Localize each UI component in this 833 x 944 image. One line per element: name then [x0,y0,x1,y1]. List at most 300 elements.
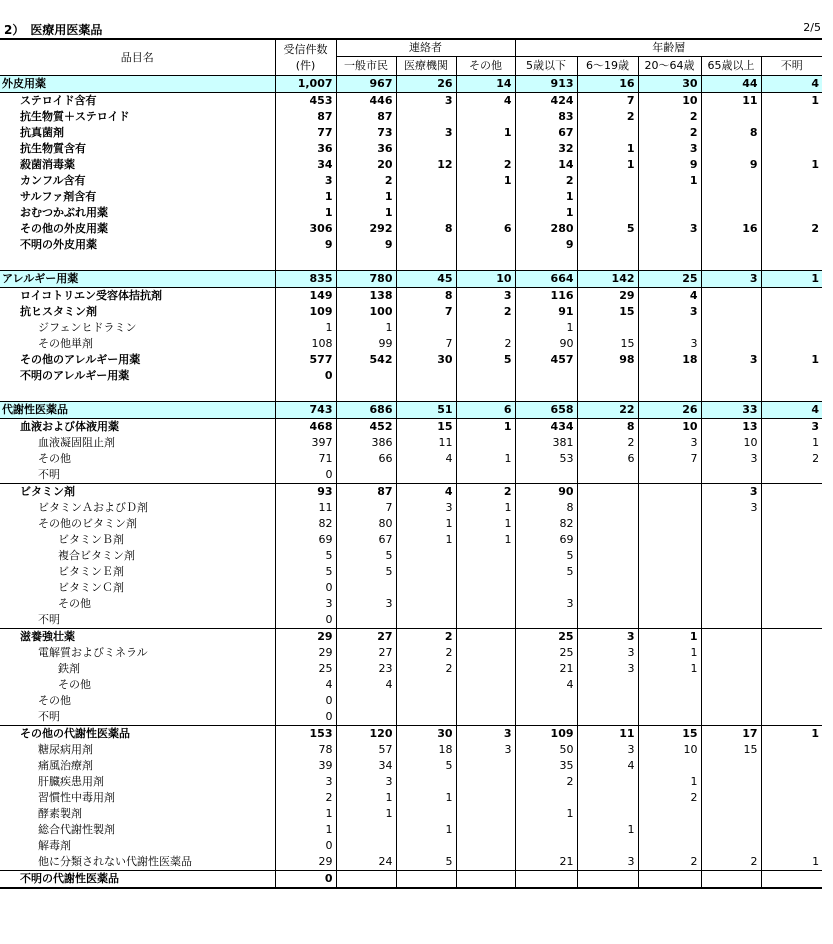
table-row [0,484,822,501]
row-value: 2 [456,304,515,320]
row-value [396,564,456,580]
table-row [0,548,822,564]
row-value: 1 [761,352,822,368]
row-value [456,612,515,629]
row-value: 15 [638,726,701,743]
row-value: 664 [515,271,577,288]
row-value [456,580,515,596]
row-value: 2 [701,854,761,871]
row-name: 血液および体液用薬 [20,420,119,433]
row-value: 3 [336,774,396,790]
row-name: その他 [58,678,91,691]
row-value [577,596,638,612]
row-value: 17 [701,726,761,743]
row-value: 3 [638,336,701,352]
row-value [577,237,638,253]
row-value [577,838,638,854]
row-name: その他 [58,597,91,610]
row-value: 1 [761,854,822,871]
row-value: 27 [336,645,396,661]
row-value [396,774,456,790]
row-value [701,237,761,253]
header-received-unit: (件) [295,58,316,72]
row-value [396,384,456,402]
row-value: 1 [336,806,396,822]
row-value [396,612,456,629]
row-name: 殺菌消毒薬 [20,158,75,171]
row-value [577,709,638,726]
row-name: カンフル含有 [20,174,86,187]
row-value: 5 [515,564,577,580]
row-value [761,532,822,548]
row-value [761,822,822,838]
row-value: 15 [396,419,456,436]
row-value: 2 [761,221,822,237]
row-value: 15 [701,742,761,758]
table-row [0,435,822,451]
row-value: 18 [396,742,456,758]
row-value [638,548,701,564]
row-value [701,320,761,336]
row-value: 13 [701,419,761,436]
table-row [0,304,822,320]
row-value: 1 [456,532,515,548]
row-value: 8 [577,419,638,436]
header-col: 5歳以下 [515,57,577,76]
row-value [701,806,761,822]
row-value [638,205,701,221]
row-name: その他のビタミン剤 [38,517,137,530]
row-value [456,709,515,726]
row-value [456,205,515,221]
row-value: 4 [761,76,822,93]
row-value: 11 [701,93,761,110]
row-value: 29 [275,629,336,646]
row-name: ビタミンＢ剤 [58,533,124,546]
row-value: 0 [275,368,336,384]
row-name: その他のアレルギー用薬 [20,353,141,366]
row-value: 1 [275,822,336,838]
row-value [638,596,701,612]
row-name: 糖尿病用剤 [38,743,93,756]
row-value: 14 [515,157,577,173]
row-value: 1 [396,532,456,548]
section-title: 2） 医療用医薬品 [4,23,103,37]
row-value: 30 [638,76,701,93]
row-value: 3 [577,645,638,661]
row-value [336,822,396,838]
row-value: 57 [336,742,396,758]
row-value [638,484,701,501]
row-value [701,516,761,532]
row-value [515,871,577,889]
row-value [701,467,761,484]
row-value: 280 [515,221,577,237]
row-value [396,320,456,336]
row-value: 11 [396,435,456,451]
row-value: 34 [336,758,396,774]
table-row [0,838,822,854]
row-value: 109 [275,304,336,320]
row-value: 21 [515,854,577,871]
row-value: 69 [275,532,336,548]
row-value: 2 [456,157,515,173]
row-name: アレルギー用薬 [0,271,275,288]
row-value [761,871,822,889]
table-row [0,125,822,141]
row-value [638,467,701,484]
table-row [0,677,822,693]
row-value [577,548,638,564]
row-value [701,774,761,790]
row-value: 67 [515,125,577,141]
category-row [0,271,822,288]
row-value [456,320,515,336]
header-contact: 連絡者 [336,39,515,57]
row-value: 2 [456,336,515,352]
row-value [396,467,456,484]
row-value [396,189,456,205]
row-value: 108 [275,336,336,352]
table-row [0,742,822,758]
row-value: 15 [577,336,638,352]
table-row [0,368,822,384]
row-value: 10 [638,93,701,110]
row-value: 16 [577,76,638,93]
row-value: 3 [638,435,701,451]
row-value: 1 [396,790,456,806]
row-value: 0 [275,467,336,484]
row-value: 8 [515,500,577,516]
row-value: 434 [515,419,577,436]
row-value: 1 [761,271,822,288]
table-row [0,790,822,806]
row-name: 抗ヒスタミン剤 [20,305,97,318]
row-value [638,822,701,838]
row-value: 51 [396,402,456,419]
row-value: 3 [275,173,336,189]
row-value: 2 [638,790,701,806]
row-value [577,532,638,548]
row-value: 2 [515,774,577,790]
row-value [701,645,761,661]
header-col: 20～64歳 [638,57,701,76]
row-value [638,189,701,205]
row-value [701,596,761,612]
row-value: 2 [396,629,456,646]
row-value: 67 [336,532,396,548]
row-value: 3 [577,629,638,646]
table-row [0,221,822,237]
row-value: 1 [638,173,701,189]
row-value: 1 [515,189,577,205]
row-value: 77 [275,125,336,141]
header-received [275,39,336,76]
row-value: 116 [515,288,577,305]
row-value [577,806,638,822]
row-value [456,384,515,402]
row-value: 26 [396,76,456,93]
row-value: 4 [336,677,396,693]
row-value [701,661,761,677]
table-row [0,451,822,467]
row-value [456,629,515,646]
row-value [396,109,456,125]
row-name: サルファ剤含有 [20,190,97,203]
row-value: 78 [275,742,336,758]
row-value: 15 [577,304,638,320]
row-value [515,693,577,709]
row-name: その他 [38,694,71,707]
row-value: 30 [396,352,456,368]
row-value: 6 [456,402,515,419]
row-value [577,320,638,336]
table-row [0,109,822,125]
row-name: その他単剤 [38,337,93,350]
table-row [0,419,822,436]
row-value: 7 [396,336,456,352]
row-value [577,253,638,271]
table-body [0,76,822,889]
row-value [515,838,577,854]
header-age: 年齢層 [515,39,822,57]
row-value: 452 [336,419,396,436]
row-value [456,189,515,205]
row-name: 鉄剤 [58,662,80,675]
row-value [638,612,701,629]
table-row [0,822,822,838]
row-value [701,822,761,838]
row-value: 29 [275,854,336,871]
header-item-name: 品目名 [0,39,275,76]
row-value [761,205,822,221]
row-value: 1 [396,822,456,838]
table-row [0,467,822,484]
row-value [456,677,515,693]
row-value: 1 [275,189,336,205]
header-received-label: 受信件数 [283,42,328,56]
row-value: 26 [638,402,701,419]
row-name: ロイコトリエン受容体拮抗剤 [20,289,163,302]
table-row [0,173,822,189]
row-value [701,253,761,271]
row-value: 66 [336,451,396,467]
row-value: 29 [275,645,336,661]
row-value: 23 [336,661,396,677]
row-value [396,141,456,157]
row-value [396,709,456,726]
row-value: 3 [515,596,577,612]
row-value [336,580,396,596]
row-name: 複合ビタミン剤 [58,549,135,562]
row-value [761,612,822,629]
row-value [456,237,515,253]
row-value [456,467,515,484]
row-value: 1 [456,125,515,141]
row-value: 4 [638,288,701,305]
row-value [396,838,456,854]
table-row [0,645,822,661]
row-value: 3 [456,742,515,758]
row-value: 1 [577,141,638,157]
row-value: 577 [275,352,336,368]
row-value: 3 [456,288,515,305]
row-value: 29 [577,288,638,305]
row-value [701,548,761,564]
row-value [761,336,822,352]
row-value: 2 [638,854,701,871]
row-value: 3 [577,661,638,677]
row-value [761,693,822,709]
table-row [0,854,822,871]
row-value [701,709,761,726]
row-value [701,629,761,646]
row-value: 33 [701,402,761,419]
row-value: 90 [515,484,577,501]
row-name: ステロイド含有 [20,94,97,107]
table-row [0,157,822,173]
row-name [0,253,275,271]
row-value [761,189,822,205]
row-value [456,645,515,661]
row-value [577,484,638,501]
row-value: 20 [336,157,396,173]
row-value [515,368,577,384]
row-value: 3 [638,304,701,320]
row-value: 109 [515,726,577,743]
row-value: 5 [515,548,577,564]
row-value [701,693,761,709]
row-name: 不明の外皮用薬 [20,238,97,251]
row-value: 99 [336,336,396,352]
row-value: 2 [456,484,515,501]
row-value: 2 [275,790,336,806]
table-row [0,320,822,336]
row-value [396,677,456,693]
row-value: 5 [336,564,396,580]
row-value: 453 [275,93,336,110]
row-value: 7 [638,451,701,467]
row-value: 0 [275,838,336,854]
row-value [701,304,761,320]
row-value: 0 [275,580,336,596]
row-value: 5 [275,548,336,564]
table-row [0,516,822,532]
row-value [638,709,701,726]
row-value [456,596,515,612]
row-value [701,173,761,189]
row-value [638,693,701,709]
row-name: 他に分類されない代謝性医薬品 [38,855,192,868]
row-name: 総合代謝性製剤 [38,823,115,836]
row-value [577,564,638,580]
row-name: 抗生物質含有 [20,142,86,155]
row-value: 3 [275,774,336,790]
row-value: 3 [577,742,638,758]
row-value: 36 [275,141,336,157]
table-row [0,806,822,822]
row-value: 1 [275,806,336,822]
row-value: 5 [456,352,515,368]
row-value [638,838,701,854]
row-value: 3 [396,93,456,110]
row-value [456,838,515,854]
row-value: 1 [456,516,515,532]
row-value: 5 [396,758,456,774]
page-number: 2/5 [803,21,821,34]
statistics-table [0,38,822,889]
row-value [336,384,396,402]
row-value [761,758,822,774]
table-row [0,564,822,580]
row-value [456,548,515,564]
table-row [0,871,822,889]
row-value: 3 [701,484,761,501]
row-value [577,467,638,484]
row-name: 解毒剤 [38,839,71,852]
row-value: 1 [336,790,396,806]
row-value: 1 [336,189,396,205]
row-value [396,806,456,822]
row-value: 6 [577,451,638,467]
row-value: 2 [336,173,396,189]
row-value [577,612,638,629]
row-value [638,320,701,336]
row-value [701,758,761,774]
row-value: 457 [515,352,577,368]
row-value [701,384,761,402]
row-value: 967 [336,76,396,93]
row-value [701,790,761,806]
row-value [396,205,456,221]
header-col: その他 [456,57,515,76]
row-value: 45 [396,271,456,288]
row-value [456,822,515,838]
row-value: 10 [701,435,761,451]
row-value [577,790,638,806]
row-value [456,109,515,125]
row-value: 3 [701,451,761,467]
row-value: 2 [396,645,456,661]
row-value [761,253,822,271]
row-value: 25 [638,271,701,288]
row-value: 1 [515,205,577,221]
table-row [0,596,822,612]
row-value: 4 [275,677,336,693]
row-value: 149 [275,288,336,305]
row-value: 0 [275,612,336,629]
row-value: 4 [396,484,456,501]
table-row [0,612,822,629]
row-name: ビタミンＡおよびＤ剤 [38,501,148,514]
row-value [761,173,822,189]
row-value: 3 [638,221,701,237]
row-value: 5 [396,854,456,871]
row-value [701,109,761,125]
row-name: 電解質およびミネラル [38,646,148,659]
row-name: 不明 [38,613,60,626]
table-row [0,237,822,253]
row-value [761,320,822,336]
row-value: 7 [396,304,456,320]
row-value [336,467,396,484]
row-value: 2 [577,109,638,125]
row-value [761,580,822,596]
row-value: 16 [701,221,761,237]
row-value: 82 [515,516,577,532]
row-value: 10 [638,419,701,436]
row-value: 8 [701,125,761,141]
